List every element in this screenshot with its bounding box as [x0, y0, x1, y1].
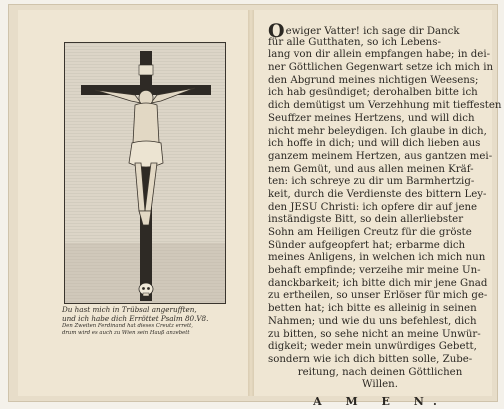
prayer-line: digkeit; weder mein unwürdiges Gebett, [268, 341, 477, 353]
open-prayer-book [8, 4, 502, 408]
engraving-caption [62, 306, 234, 336]
prayer-line: danckbarkeit; ich bitte dich mir jene Gnad [268, 277, 488, 289]
prayer-line: Sohn am Heiligen Creutz für die gröste [268, 227, 472, 238]
prayer-line: meines Anligens, in welchen ich mich nun [268, 252, 486, 264]
prayer-line: reitung, nach deinen Göttlichen [297, 366, 463, 378]
crucifixion-engraving [64, 42, 226, 304]
prayer-line: Willen. [362, 379, 398, 391]
caption-line-1: Du hast mich in Trübsal angerufften, [62, 305, 197, 314]
prayer-line: sondern wie ich dich bitten solle, Zube- [268, 353, 473, 365]
prayer-line: inständigste Bitt, so dein allerliebster [268, 214, 464, 226]
prayer-line: Nahmen; und wie du uns befehlest, dich [268, 315, 477, 327]
prayer-line: nem Gemüt, und aus allen meinen Kräf- [268, 163, 474, 175]
prayer-line: dich demütigst um Verzehhung mit tieffesten [268, 100, 502, 112]
prayer-line: den Abgrund meines nichtigen Weesens; [268, 74, 479, 86]
prayer-line: den JESU Christi: ich opfere dir auf jene [268, 201, 478, 213]
prayer-line: behaft empfinde; verzeihe mir meine Un- [268, 265, 481, 277]
prayer-line: ich hoffe in dich; und will dich lieben aus [268, 138, 481, 150]
prayer-line: ganzem meinem Hertzen, aus gantzen mei- [268, 150, 493, 162]
prayer-line: lang von dir allein empfangen habe; in dei- [268, 49, 491, 61]
right-page [254, 10, 502, 408]
amen-line: A M E N. [313, 394, 447, 408]
prayer-line: nicht mehr beleydigen. Ich glaube in dich, [268, 125, 487, 137]
drop-cap: O [268, 20, 285, 42]
caption-line-2: und ich habe dich Erröttet Psalm 80.V8. [62, 313, 209, 323]
caption-line-3: Den Zweiten Ferdinand hat dieses Creutz errett, [62, 323, 193, 330]
prayer-line: ten: ich schreye zu dir um Barmhertzig- [268, 176, 475, 188]
prayer-line: für alle Gutthaten, so ich Lebens- [268, 36, 441, 48]
prayer-line: Oewiger Vatter! ich sage dir Danck [268, 20, 460, 42]
crucifix-illustration [65, 43, 225, 303]
prayer-line: ner Göttlichen Gegenwart setze ich mich in [268, 62, 494, 74]
left-page [18, 10, 249, 396]
prayer-line: Sünder aufgeopfert hat; erbarme dich [268, 239, 466, 251]
prayer-text [268, 20, 502, 409]
prayer-line: zu ertheilen, so unser Erlöser für mich ge- [268, 290, 488, 302]
prayer-line: Seuffzer meines Hertzens, und will dich [268, 112, 475, 124]
prayer-line: betten hat; ich bitte es alleinig in seinen [268, 303, 477, 315]
caption-line-4: drum wird es auch zu Wien sein Hauß anzebett [62, 329, 190, 336]
prayer-line: keit, durch die Verdienste des bittern Ley- [268, 188, 487, 200]
prayer-line: zu bitten, so sehe nicht an meine Unwür- [268, 328, 481, 340]
prayer-line: ich hab gesündiget; derohalben bitte ich [268, 87, 478, 99]
